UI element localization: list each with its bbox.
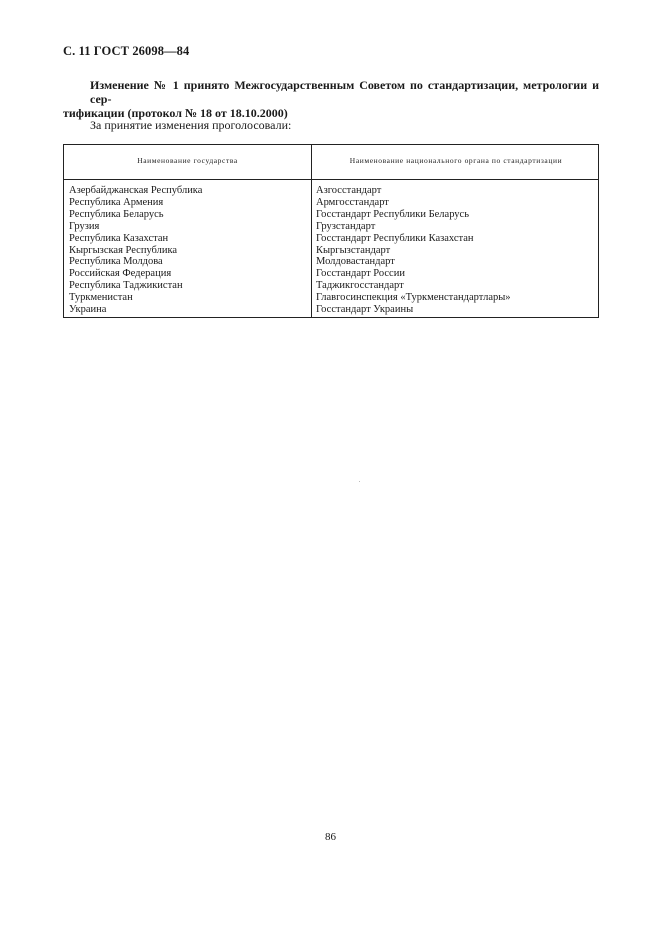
amendment-note xyxy=(63,78,599,120)
amendment-line-2: тификации (протокол № 18 от 18.10.2000) xyxy=(63,106,288,120)
page-header: С. 11 ГОСТ 26098—84 xyxy=(63,44,190,58)
table-header-row xyxy=(64,145,598,180)
table-cell-standards-body: Госстандарт России xyxy=(316,268,405,280)
table-cell-standards-body: Госстандарт Украины xyxy=(316,304,414,316)
table-cell-state: Республика Молдова xyxy=(69,256,163,268)
amendment-line-1: Изменение № 1 принято Межгосударственным Советом по стандартизации, метрологии и сер- xyxy=(90,78,599,106)
voting-table xyxy=(63,144,599,318)
page-number: 86 xyxy=(325,831,336,843)
column-header-standards-body: Наименование национального органа по стандартизации xyxy=(349,156,563,165)
table-cell-state: Республика Беларусь xyxy=(69,208,164,220)
column-header-state: Наименование государства xyxy=(137,156,238,165)
table-cell-state: Кыргызская Республика xyxy=(69,244,178,256)
table-cell-state: Грузия xyxy=(69,220,100,232)
voting-intro: За принятие изменения проголосовали: xyxy=(90,118,292,132)
table-cell-standards-body: Армгосстандарт xyxy=(316,196,389,208)
table-cell-state: Республика Таджикистан xyxy=(69,280,183,292)
scan-speck xyxy=(359,481,360,482)
state-column xyxy=(69,185,202,316)
table-cell-standards-body: Кыргызстандарт xyxy=(316,244,391,256)
table-cell-standards-body: Госстандарт Республики Казахстан xyxy=(316,232,474,244)
table-cell-standards-body: Азгосстандарт xyxy=(316,185,382,196)
table-cell-state: Республика Армения xyxy=(69,196,164,208)
table-cell-state: Украина xyxy=(69,304,107,316)
table-cell-state: Азербайджанская Республика xyxy=(69,185,203,196)
table-cell-state: Российская Федерация xyxy=(69,268,172,280)
table-cell-standards-body: Таджикгосстандарт xyxy=(316,280,404,292)
column-divider xyxy=(311,145,312,317)
table-cell-standards-body: Госстандарт Республики Беларусь xyxy=(316,208,470,220)
standards-body-column xyxy=(316,185,511,316)
table-cell-standards-body: Молдовастандарт xyxy=(316,256,395,268)
table-cell-standards-body: Грузстандарт xyxy=(316,220,376,232)
table-cell-state: Туркменистан xyxy=(69,292,133,304)
table-cell-standards-body: Главгосинспекция «Туркменстандартлары» xyxy=(316,292,511,304)
table-cell-state: Республика Казахстан xyxy=(69,232,169,244)
